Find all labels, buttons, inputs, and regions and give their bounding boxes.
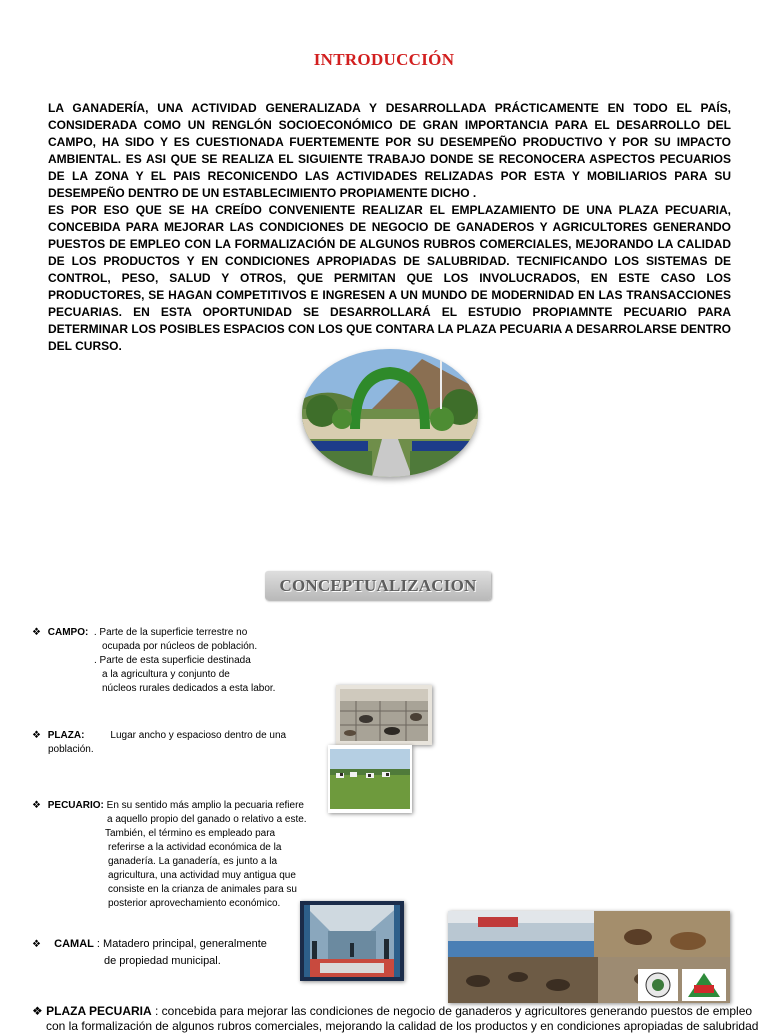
plaza-pecuaria-text-line-2: con la formalización de algunos rubros comerciales, mejorando la calidad de los productos y en condiciones apropiadas de salubridad — [46, 1019, 759, 1033]
plaza-pecuaria-collage — [448, 911, 730, 1003]
pecuario-line: También, el término es empleado para — [105, 828, 276, 839]
campo-line: . Parte de esta superficie destinada — [94, 655, 251, 666]
introduction-text — [48, 100, 731, 355]
pecuario-line: referirse a la actividad económica de la — [108, 842, 282, 853]
cattle-pen-photo — [336, 685, 432, 745]
camal-line: : Matadero principal, generalmente — [96, 938, 267, 950]
campo-line: . Parte de la superficie terrestre no — [93, 627, 248, 638]
definition-pecuario — [32, 799, 307, 911]
term-plaza-pecuaria: PLAZA PECUARIA — [46, 1004, 152, 1018]
term-camal: CAMAL — [54, 938, 94, 950]
pecuario-line: En su sentido más amplio la pecuaria refiere — [106, 800, 304, 811]
pecuario-line: consiste en la crianza de animales para su — [108, 884, 297, 895]
definition-campo — [32, 626, 275, 696]
page-title: INTRODUCCIÓN — [313, 50, 455, 69]
camal-interior-photo — [300, 901, 404, 981]
campo-line: ocupada por núcleos de población. — [102, 641, 258, 652]
campo-line: a la agricultura y conjunto de — [102, 669, 230, 680]
camal-line: de propiedad municipal. — [104, 955, 221, 967]
pecuario-line: ganadería. La ganadería, es junto a la — [108, 856, 278, 867]
definition-plaza-pecuaria — [32, 1004, 759, 1034]
definition-plaza — [32, 729, 286, 757]
plaza-line: población. — [48, 744, 94, 755]
pecuario-line: posterior aprovechamiento económico. — [108, 898, 281, 909]
bullet-icon: ❖ — [32, 730, 41, 741]
cows-field-photo — [328, 745, 412, 813]
pecuario-line: agricultura, una actividad muy antigua que — [108, 870, 296, 881]
plaza-pecuaria-text: : concebida para mejorar las condiciones de negocio de ganaderos y agricultores generando puestos de empleo — [155, 1004, 753, 1018]
pecuario-line: a aquello propio del ganado o relativo a este. — [107, 814, 307, 825]
bullet-icon: ❖ — [32, 1004, 43, 1018]
bullet-icon: ❖ — [32, 627, 41, 638]
intro-paragraph-1: LA GANADERÍA, UNA ACTIVIDAD GENERALIZADA Y DESARROLLADA PRÁCTICAMENTE EN TODO EL PAÍS, CONSIDERADA COMO UN RENGLÓN SOCIOECONÓMICO DE GRAN IMPORTANCIA PARA EL DESARROLLO DEL CAMPO, HA SIDO Y ES CUESTIONADA FUERTEMENTE POR SU DESEMPEÑO PRODUCTIVO Y POR SU IMPACTO AMBIENTAL. ES ASI QUE SE REALIZA EL SIGUIENTE TRABAJO DONDE SE RECONOCERA ASPECTOS PECUARIOS DE LA ZONA Y EL PAIS RECONICENDO LAS ACTIVIDADES RELIZADAS POR ESTA Y MOBILIARIOS PARA SU DESEMPEÑO DENTRO DE UN ESTABLECIMIENTO PROPIAMENTE DICHO . — [48, 101, 731, 200]
bullet-icon: ❖ — [32, 800, 41, 811]
plaza-arch-photo — [302, 349, 478, 477]
term-plaza: PLAZA: — [47, 730, 85, 741]
definition-camal — [32, 936, 267, 969]
term-campo: CAMPO: — [47, 627, 89, 638]
section-heading-conceptualizacion: CONCEPTUALIZACION — [265, 571, 491, 600]
campo-line: núcleos rurales dedicados a esta labor. — [102, 683, 276, 694]
bullet-icon: ❖ — [32, 939, 41, 950]
plaza-line: Lugar ancho y espacioso dentro de una — [110, 730, 287, 741]
intro-paragraph-2: ES POR ESO QUE SE HA CREÍDO CONVENIENTE REALIZAR EL EMPLAZAMIENTO DE UNA PLAZA PECUARIA, CONCEBIDA PARA MEJORAR LAS CONDICIONES DE NEGOCIO DE GANADEROS Y AGRICULTORES GENERANDO PUESTOS DE EMPLEO CON LA FORMALIZACIÓN DE ALGUNOS RUBROS COMERCIALES, MEJORANDO LA CALIDAD DE LOS PRODUCTOS Y EN CONDICIONES APROPIADAS DE SALUBRIDAD. TECNIFICANDO LOS SISTEMAS DE CONTROL, PESO, SALUD Y OTROS, QUE PERMITAN QUE LOS INVOLUCRADOS, EN ESTE CASO LOS PRODUCTORES, SE HAGAN COMPETITIVOS E INGRESEN A UN MUNDO DE MODERNIDAD EN LAS TRANSACCIONES PECUARIAS. EN ESTA OPORTUNIDAD SE DESARROLLARÁ EL ESTUDIO PROPIAMNTE PECUARIO PARA DETERMINAR LOS POSIBLES ESPACIOS CON LOS QUE CONTARA LA PLAZA PECUARIA A DESARROLARSE DENTRO DEL CURSO. — [48, 203, 731, 353]
term-pecuario: PECUARIO: — [47, 800, 104, 811]
